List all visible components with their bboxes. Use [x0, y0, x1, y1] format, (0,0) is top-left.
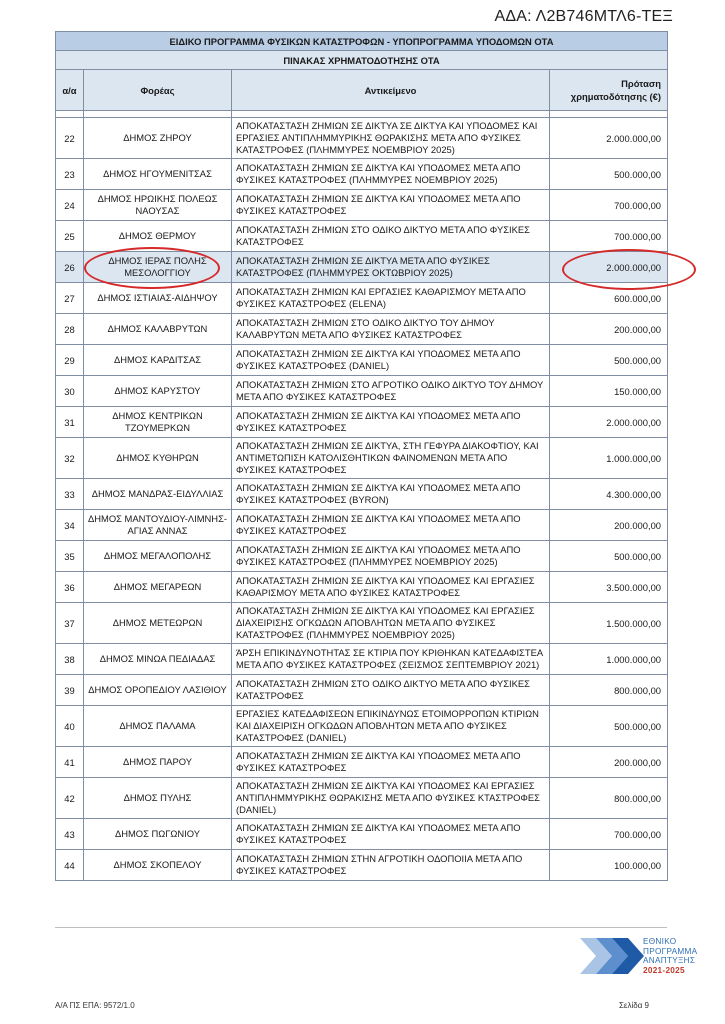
table-row: [56, 778, 668, 819]
row-amount: 200.000,00: [550, 510, 668, 541]
row-entity: ΔΗΜΟΣ ΖΗΡΟΥ: [84, 118, 232, 159]
row-entity: ΔΗΜΟΣ ΠΑΛΑΜΑ: [84, 706, 232, 747]
row-aa: 38: [56, 644, 84, 675]
row-amount: 4.300.000,00: [550, 479, 668, 510]
page-number: Σελίδα 9: [618, 1001, 649, 1010]
row-amount: 500.000,00: [550, 345, 668, 376]
table-row: [56, 572, 668, 603]
row-entity: ΔΗΜΟΣ ΗΡΩΙΚΗΣ ΠΟΛΕΩΣ ΝΑΟΥΣΑΣ: [84, 190, 232, 221]
table-row: [56, 510, 668, 541]
gap-cell: [232, 111, 550, 118]
row-entity: ΔΗΜΟΣ ΘΕΡΜΟΥ: [84, 221, 232, 252]
row-entity: ΔΗΜΟΣ ΚΑΡΔΙΤΣΑΣ: [84, 345, 232, 376]
row-entity: ΔΗΜΟΣ ΚΑΛΑΒΡΥΤΩΝ: [84, 314, 232, 345]
col-header-aa: α/α: [56, 70, 84, 111]
row-amount: 700.000,00: [550, 221, 668, 252]
row-entity: ΔΗΜΟΣ ΜΙΝΩΑ ΠΕΔΙΑΔΑΣ: [84, 644, 232, 675]
table-row: [56, 438, 668, 479]
row-amount: 1.500.000,00: [550, 603, 668, 644]
row-entity: ΔΗΜΟΣ ΠΑΡΟΥ: [84, 747, 232, 778]
row-aa: 33: [56, 479, 84, 510]
row-amount: 100.000,00: [550, 850, 668, 881]
table-title: ΕΙΔΙΚΟ ΠΡΟΓΡΑΜΜΑ ΦΥΣΙΚΩΝ ΚΑΤΑΣΤΡΟΦΩΝ - ΥΠΟΠΡΟΓΡΑΜΜΑ ΥΠΟΔΟΜΩΝ ΟΤΑ: [56, 32, 668, 51]
logo-line2: ΠΡΟΓΡΑΜΜΑ: [643, 946, 698, 956]
column-header-row: [56, 70, 668, 111]
row-entity: ΔΗΜΟΣ ΠΩΓΩΝΙΟΥ: [84, 819, 232, 850]
table-subtitle-row: [56, 51, 668, 70]
row-entity: ΔΗΜΟΣ ΚΥΘΗΡΩΝ: [84, 438, 232, 479]
row-object: ΑΠΟΚΑΤΑΣΤΑΣΗ ΖΗΜΙΩΝ ΣΕ ΔΙΚΤΥΑ ΚΑΙ ΥΠΟΔΟΜΕΣ ΜΕΤΑ ΑΠΟ ΦΥΣΙΚΕΣ ΚΑΤΑΣΤΡΟΦΕΣ: [232, 190, 550, 221]
row-entity: ΔΗΜΟΣ ΙΕΡΑΣ ΠΟΛΗΣ ΜΕΣΟΛΟΓΓΙΟΥ: [84, 252, 232, 283]
row-amount: 2.000.000,00: [550, 118, 668, 159]
row-aa: 29: [56, 345, 84, 376]
table-row: [56, 190, 668, 221]
row-amount: 600.000,00: [550, 283, 668, 314]
row-aa: 27: [56, 283, 84, 314]
table-row: [56, 747, 668, 778]
row-object: ΑΠΟΚΑΤΑΣΤΑΣΗ ΖΗΜΙΩΝ ΣΤΟ ΟΔΙΚΟ ΔΙΚΤΥΟ ΜΕΤΑ ΑΠΟ ΦΥΣΙΚΕΣ ΚΑΤΑΣΤΡΟΦΕΣ: [232, 221, 550, 252]
funding-table-container: [55, 31, 667, 881]
row-object: ΕΡΓΑΣΙΕΣ ΚΑΤΕΔΑΦΙΣΕΩΝ ΕΠΙΚΙΝΔΥΝΩΣ ΕΤΟΙΜΟΡΡΟΠΩΝ ΚΤΙΡΙΩΝ ΚΑΙ ΔΙΑΧΕΙΡΙΣΗ ΟΓΚΩΔΩΝ ΑΠΟΒΛΗΤΩΝ ΜΕΤΑ ΑΠΟ ΦΥΣΙΚΕΣ ΚΑΤΑΣΤΡΟΦΕΣ (DANIEL): [232, 706, 550, 747]
row-amount: 2.000.000,00: [550, 407, 668, 438]
row-aa: 32: [56, 438, 84, 479]
row-object: ΑΠΟΚΑΤΑΣΤΑΣΗ ΖΗΜΙΩΝ ΣΤΟ ΟΔΙΚΟ ΔΙΚΤΥΟ ΜΕΤΑ ΑΠΟ ΦΥΣΙΚΕΣ ΚΑΤΑΣΤΡΟΦΕΣ: [232, 675, 550, 706]
row-object: ΑΠΟΚΑΤΑΣΤΑΣΗ ΖΗΜΙΩΝ ΣΤΗΝ ΑΓΡΟΤΙΚΗ ΟΔΟΠΟΙΙΑ ΜΕΤΑ ΑΠΟ ΦΥΣΙΚΕΣ ΚΑΤΑΣΤΡΟΦΕΣ: [232, 850, 550, 881]
row-aa: 34: [56, 510, 84, 541]
row-aa: 24: [56, 190, 84, 221]
col-header-amount: [550, 70, 668, 111]
header-gap-row: [56, 111, 668, 118]
row-entity: ΔΗΜΟΣ ΙΣΤΙΑΙΑΣ-ΑΙΔΗΨΟΥ: [84, 283, 232, 314]
col-header-entity: Φορέας: [84, 70, 232, 111]
table-row: [56, 407, 668, 438]
row-object: ΑΠΟΚΑΤΑΣΤΑΣΗ ΖΗΜΙΩΝ ΣΕ ΔΙΚΤΥΑ ΚΑΙ ΥΠΟΔΟΜΕΣ ΜΕΤΑ ΑΠΟ ΦΥΣΙΚΕΣ ΚΑΤΑΣΤΡΟΦΕΣ: [232, 747, 550, 778]
row-amount: 500.000,00: [550, 541, 668, 572]
row-amount: 150.000,00: [550, 376, 668, 407]
row-object: ΑΠΟΚΑΤΑΣΤΑΣΗ ΖΗΜΙΩΝ ΣΕ ΔΙΚΤΥΑ ΚΑΙ ΥΠΟΔΟΜΕΣ ΚΑΙ ΕΡΓΑΣΙΕΣ ΑΝΤΙΠΛΗΜΜΥΡΙΚΗΣ ΘΩΡΑΚΙΣΗΣ ΜΕΤΑ ΑΠΟ ΦΥΣΙΚΕΣ ΚΤΑΣΤΡΟΦΕΣ (DANIEL): [232, 778, 550, 819]
table-row: [56, 159, 668, 190]
row-aa: 22: [56, 118, 84, 159]
row-object: ΑΠΟΚΑΤΑΣΤΑΣΗ ΖΗΜΙΩΝ ΣΕ ΔΙΚΤΥΑ ΚΑΙ ΥΠΟΔΟΜΕΣ ΜΕΤΑ ΑΠΟ ΦΥΣΙΚΕΣ ΚΑΤΑΣΤΡΟΦΕΣ: [232, 819, 550, 850]
table-row: [56, 252, 668, 283]
row-object: ΑΠΟΚΑΤΑΣΤΑΣΗ ΖΗΜΙΩΝ ΣΤΟ ΑΓΡΟΤΙΚΟ ΟΔΙΚΟ ΔΙΚΤΥΟ ΤΟΥ ΔΗΜΟΥ ΜΕΤΑ ΑΠΟ ΦΥΣΙΚΕΣ ΚΑΤΑΣΤΡΟΦΕΣ: [232, 376, 550, 407]
table-row: [56, 314, 668, 345]
row-object: ΆΡΣΗ ΕΠΙΚΙΝΔΥΝΟΤΗΤΑΣ ΣΕ ΚΤΙΡΙΑ ΠΟΥ ΚΡΙΘΗΚΑΝ ΚΑΤΕΔΑΦΙΣΤΕΑ ΜΕΤΑ ΑΠΟ ΦΥΣΙΚΕΣ ΚΑΤΑΣΤΡΟΦΕΣ (ΣΕΙΣΜΟΣ ΣΕΠΤΕΜΒΡΙΟΥ 2021): [232, 644, 550, 675]
row-entity: ΔΗΜΟΣ ΚΑΡΥΣΤΟΥ: [84, 376, 232, 407]
row-amount: 200.000,00: [550, 747, 668, 778]
table-row: [56, 675, 668, 706]
row-entity: ΔΗΜΟΣ ΜΕΓΑΛΟΠΟΛΗΣ: [84, 541, 232, 572]
row-object: ΑΠΟΚΑΤΑΣΤΑΣΗ ΖΗΜΙΩΝ ΣΕ ΔΙΚΤΥΑ ΚΑΙ ΥΠΟΔΟΜΕΣ ΜΕΤΑ ΑΠΟ ΦΥΣΙΚΕΣ ΚΑΤΑΣΤΡΟΦΕΣ (ΠΛΗΜΜΥΡΕΣ ΝΟΕΜΒΡΙΟΥ 2025): [232, 159, 550, 190]
gap-cell: [550, 111, 668, 118]
row-entity: ΔΗΜΟΣ ΚΕΝΤΡΙΚΩΝ ΤΖΟΥΜΕΡΚΩΝ: [84, 407, 232, 438]
table-row: [56, 221, 668, 252]
row-object: ΑΠΟΚΑΤΑΣΤΑΣΗ ΖΗΜΙΩΝ ΚΑΙ ΕΡΓΑΣΙΕΣ ΚΑΘΑΡΙΣΜΟΥ ΜΕΤΑ ΑΠΟ ΦΥΣΙΚΕΣ ΚΑΤΑΣΤΡΟΦΕΣ (ELENA): [232, 283, 550, 314]
col-header-amount-line2: χρηματοδότησης (€): [570, 91, 662, 102]
row-aa: 37: [56, 603, 84, 644]
logo-text: [643, 937, 697, 975]
logo-years: 2021-2025: [643, 965, 685, 975]
col-header-amount-line1: Πρόταση: [621, 78, 662, 89]
row-aa: 35: [56, 541, 84, 572]
col-header-object: Αντικείμενο: [232, 70, 550, 111]
row-object: ΑΠΟΚΑΤΑΣΤΑΣΗ ΖΗΜΙΩΝ ΣΕ ΔΙΚΤΥΑ, ΣΤΗ ΓΕΦΥΡΑ ΔΙΑΚΟΦΤΙΟΥ, ΚΑΙ ΑΝΤΙΜΕΤΩΠΙΣΗ ΚΑΤΟΛΙΣΘΗΤΙΚΩΝ ΦΑΙΝΟΜΕΝΩΝ ΜΕΤΑ ΑΠΟ ΦΥΣΙΚΕΣ ΚΑΤΑΣΤΡΟΦΕΣ: [232, 438, 550, 479]
row-aa: 31: [56, 407, 84, 438]
row-amount: 700.000,00: [550, 819, 668, 850]
row-object: ΑΠΟΚΑΤΑΣΤΑΣΗ ΖΗΜΙΩΝ ΣΤΟ ΟΔΙΚΟ ΔΙΚΤΥΟ ΤΟΥ ΔΗΜΟΥ ΚΑΛΑΒΡΥΤΩΝ ΜΕΤΑ ΑΠΟ ΦΥΣΙΚΕΣ ΚΑΤΑΣΤΡΟΦΕΣ: [232, 314, 550, 345]
row-aa: 28: [56, 314, 84, 345]
logo-line3: ΑΝΑΠΤΥΞΗΣ: [643, 956, 696, 965]
row-amount: 3.500.000,00: [550, 572, 668, 603]
row-entity: ΔΗΜΟΣ ΜΑΝΔΡΑΣ-ΕΙΔΥΛΛΙΑΣ: [84, 479, 232, 510]
row-aa: 41: [56, 747, 84, 778]
row-entity: ΔΗΜΟΣ ΣΚΟΠΕΛΟΥ: [84, 850, 232, 881]
row-amount: 1.000.000,00: [550, 644, 668, 675]
logo-line1: ΕΘΝΙΚΟ: [643, 937, 677, 946]
row-object: ΑΠΟΚΑΤΑΣΤΑΣΗ ΖΗΜΙΩΝ ΣΕ ΔΙΚΤΥΑ ΚΑΙ ΥΠΟΔΟΜΕΣ ΜΕΤΑ ΑΠΟ ΦΥΣΙΚΕΣ ΚΑΤΑΣΤΡΟΦΕΣ (DANIEL): [232, 345, 550, 376]
row-aa: 30: [56, 376, 84, 407]
table-row: [56, 345, 668, 376]
table-row: [56, 541, 668, 572]
row-entity: ΔΗΜΟΣ ΜΕΓΑΡΕΩΝ: [84, 572, 232, 603]
row-aa: 26: [56, 252, 84, 283]
gap-cell: [84, 111, 232, 118]
row-object: ΑΠΟΚΑΤΑΣΤΑΣΗ ΖΗΜΙΩΝ ΣΕ ΔΙΚΤΥΑ ΚΑΙ ΥΠΟΔΟΜΕΣ ΜΕΤΑ ΑΠΟ ΦΥΣΙΚΕΣ ΚΑΤΑΣΤΡΟΦΕΣ: [232, 407, 550, 438]
row-object: ΑΠΟΚΑΤΑΣΤΑΣΗ ΖΗΜΙΩΝ ΣΕ ΔΙΚΤΥΑ ΚΑΙ ΥΠΟΔΟΜΕΣ ΜΕΤΑ ΑΠΟ ΦΥΣΙΚΕΣ ΚΑΤΑΣΤΡΟΦΕΣ (BYRON): [232, 479, 550, 510]
row-object: ΑΠΟΚΑΤΑΣΤΑΣΗ ΖΗΜΙΩΝ ΣΕ ΔΙΚΤΥΑ ΚΑΙ ΥΠΟΔΟΜΕΣ ΜΕΤΑ ΑΠΟ ΦΥΣΙΚΕΣ ΚΑΤΑΣΤΡΟΦΕΣ: [232, 510, 550, 541]
ada-code: ΑΔΑ: Λ2Β746ΜΤΛ6-ΤΕΞ: [494, 8, 673, 25]
footer-reference: Α/Α ΠΣ ΕΠΑ: 9572/1.0: [55, 1001, 135, 1010]
table-title-row: [56, 32, 668, 51]
row-amount: 2.000.000,00: [550, 252, 668, 283]
funding-table: [55, 31, 668, 881]
table-subtitle: ΠΙΝΑΚΑΣ ΧΡΗΜΑΤΟΔΟΤΗΣΗΣ ΟΤΑ: [56, 51, 668, 70]
table-row: [56, 376, 668, 407]
row-object: ΑΠΟΚΑΤΑΣΤΑΣΗ ΖΗΜΙΩΝ ΣΕ ΔΙΚΤΥΑ ΣΕ ΔΙΚΤΥΑ ΚΑΙ ΥΠΟΔΟΜΕΣ ΚΑΙ ΕΡΓΑΣΙΕΣ ΑΝΤΙΠΛΗΜΜΥΡΙΚΗΣ ΘΩΡΑΚΙΣΗΣ ΜΕΤΑ ΑΠΟ ΦΥΣΙΚΕΣ ΚΑΤΑΣΤΡΟΦΕΣ (ΠΛΗΜΜΥΡΕΣ ΝΟΕΜΒΡΙΟΥ 2025): [232, 118, 550, 159]
row-amount: 800.000,00: [550, 675, 668, 706]
row-amount: 1.000.000,00: [550, 438, 668, 479]
row-aa: 25: [56, 221, 84, 252]
row-amount: 500.000,00: [550, 159, 668, 190]
row-aa: 39: [56, 675, 84, 706]
row-aa: 42: [56, 778, 84, 819]
row-amount: 800.000,00: [550, 778, 668, 819]
row-amount: 500.000,00: [550, 706, 668, 747]
row-object: ΑΠΟΚΑΤΑΣΤΑΣΗ ΖΗΜΙΩΝ ΣΕ ΔΙΚΤΥΑ ΚΑΙ ΥΠΟΔΟΜΕΣ ΚΑΙ ΕΡΓΑΣΙΕΣ ΚΑΘΑΡΙΣΜΟΥ ΜΕΤΑ ΑΠΟ ΦΥΣΙΚΕΣ ΚΑΤΑΣΤΡΟΦΕΣ: [232, 572, 550, 603]
table-row: [56, 479, 668, 510]
row-entity: ΔΗΜΟΣ ΟΡΟΠΕΔΙΟΥ ΛΑΣΙΘΙΟΥ: [84, 675, 232, 706]
row-object: ΑΠΟΚΑΤΑΣΤΑΣΗ ΖΗΜΙΩΝ ΣΕ ΔΙΚΤΥΑ ΚΑΙ ΥΠΟΔΟΜΕΣ ΚΑΙ ΕΡΓΑΣΙΕΣ ΔΙΑΧΕΙΡΙΣΗΣ ΟΓΚΩΔΩΝ ΑΠΟΒΛΗΤΩΝ ΜΕΤΑ ΑΠΟ ΦΥΣΙΚΕΣ ΚΑΤΑΣΤΡΟΦΕΣ (ΠΛΗΜΜΥΡΕΣ ΝΟΕΜΒΡΙΟΥ 2025): [232, 603, 550, 644]
row-object: ΑΠΟΚΑΤΑΣΤΑΣΗ ΖΗΜΙΩΝ ΣΕ ΔΙΚΤΥΑ ΜΕΤΑ ΑΠΟ ΦΥΣΙΚΕΣ ΚΑΤΑΣΤΡΟΦΕΣ (ΠΛΗΜΜΥΡΕΣ ΟΚΤΩΒΡΙΟΥ 2025): [232, 252, 550, 283]
row-object: ΑΠΟΚΑΤΑΣΤΑΣΗ ΖΗΜΙΩΝ ΣΕ ΔΙΚΤΥΑ ΚΑΙ ΥΠΟΔΟΜΕΣ ΜΕΤΑ ΑΠΟ ΦΥΣΙΚΕΣ ΚΑΤΑΣΤΡΟΦΕΣ (ΠΛΗΜΜΥΡΕΣ ΝΟΕΜΒΡΙΟΥ 2025): [232, 541, 550, 572]
table-row: [56, 850, 668, 881]
row-aa: 43: [56, 819, 84, 850]
gap-cell: [56, 111, 84, 118]
row-entity: ΔΗΜΟΣ ΗΓΟΥΜΕΝΙΤΣΑΣ: [84, 159, 232, 190]
row-entity: ΔΗΜΟΣ ΜΑΝΤΟΥΔΙΟΥ-ΛΙΜΝΗΣ-ΑΓΙΑΣ ΑΝΝΑΣ: [84, 510, 232, 541]
table-row: [56, 283, 668, 314]
table-row: [56, 118, 668, 159]
table-row: [56, 644, 668, 675]
row-amount: 200.000,00: [550, 314, 668, 345]
row-aa: 36: [56, 572, 84, 603]
row-aa: 40: [56, 706, 84, 747]
row-entity: ΔΗΜΟΣ ΜΕΤΕΩΡΩΝ: [84, 603, 232, 644]
row-aa: 44: [56, 850, 84, 881]
table-row: [56, 706, 668, 747]
table-row: [56, 603, 668, 644]
row-entity: ΔΗΜΟΣ ΠΥΛΗΣ: [84, 778, 232, 819]
table-row: [56, 819, 668, 850]
row-amount: 700.000,00: [550, 190, 668, 221]
row-aa: 23: [56, 159, 84, 190]
